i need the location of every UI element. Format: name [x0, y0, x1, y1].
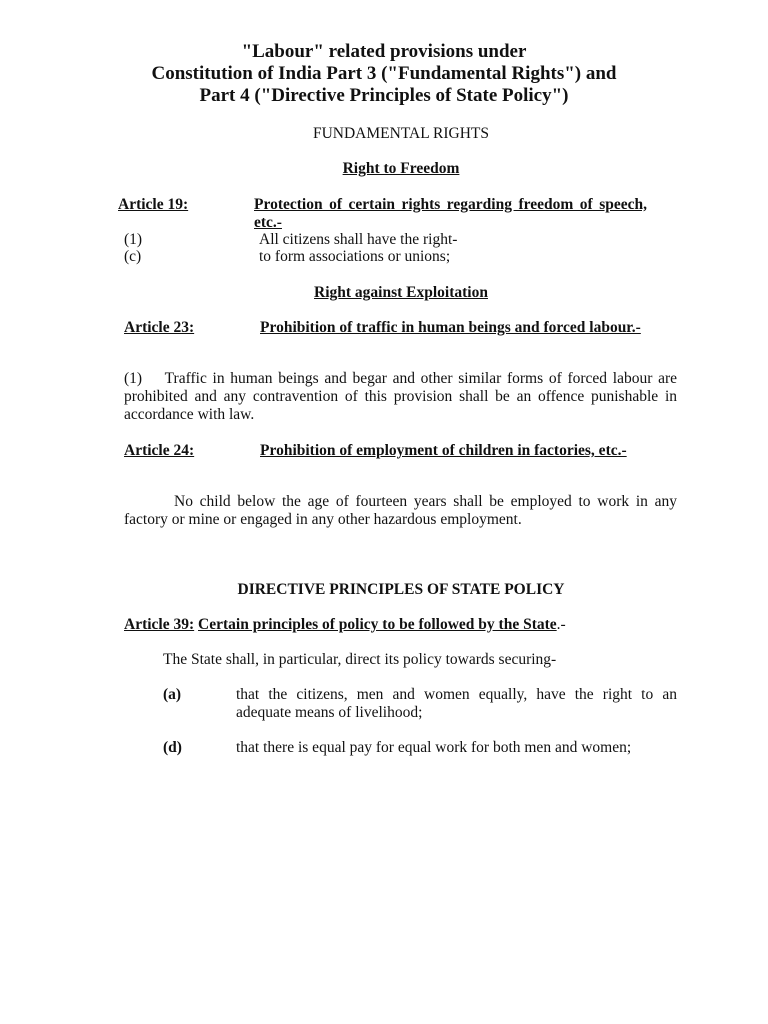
- directive-principles-heading: DIRECTIVE PRINCIPLES OF STATE POLICY: [237, 581, 565, 598]
- article-39-item-d-text: that there is equal pay for equal work for both men and women;: [236, 739, 632, 756]
- article-24-label: Article 24:: [124, 442, 195, 459]
- article-19-item-1-marker: (1): [124, 231, 143, 248]
- article-19-item-2-text: to form associations or unions;: [259, 248, 451, 265]
- right-against-exploitation-heading: Right against Exploitation: [314, 284, 488, 301]
- article-19-label: Article 19:: [118, 196, 189, 213]
- article-39-item-a-text: that the citizens, men and women equally, have the right to an adequate means of livelihood;: [236, 686, 677, 721]
- article-19-heading: Protection of certain rights regarding freedom of speech, etc.-: [254, 196, 647, 231]
- article-19-item-2-marker: (c): [124, 248, 142, 265]
- article-23-heading: Prohibition of traffic in human beings and forced labour.-: [260, 319, 641, 336]
- title-line-3: Part 4 ("Directive Principles of State Policy"): [199, 85, 569, 106]
- article-39-intro: The State shall, in particular, direct its policy towards securing-: [163, 651, 557, 668]
- title-line-2: Constitution of India Part 3 ("Fundamental Rights") and: [151, 63, 617, 84]
- fundamental-rights-heading: FUNDAMENTAL RIGHTS: [312, 125, 489, 142]
- document-title: [100, 41, 668, 107]
- article-19-item-1-text: All citizens shall have the right-: [259, 231, 458, 248]
- article-39-heading-line: [124, 616, 566, 634]
- article-39-heading-suffix: .-: [556, 616, 566, 633]
- article-23-label: Article 23:: [124, 319, 195, 336]
- article-24-heading: Prohibition of employment of children in factories, etc.-: [260, 442, 627, 459]
- title-line-1: "Labour" related provisions under: [241, 41, 527, 62]
- article-23-paragraph: (1) Traffic in human beings and begar and other similar forms of forced labour are prohibited and any contravention of this provision shall be an offence punishable in accordance with law.: [124, 370, 681, 423]
- article-24-paragraph: No child below the age of fourteen years shall be employed to work in any factory or mine or engaged in any other hazardous employment.: [124, 493, 677, 528]
- article-39-item-d-marker: (d): [163, 739, 182, 756]
- article-39-item-a-marker: (a): [163, 686, 182, 703]
- article-39-label: Article 39:: [124, 616, 195, 633]
- right-to-freedom-heading: Right to Freedom: [342, 160, 460, 177]
- article-39-heading: Certain principles of policy to be followed by the State: [198, 616, 557, 633]
